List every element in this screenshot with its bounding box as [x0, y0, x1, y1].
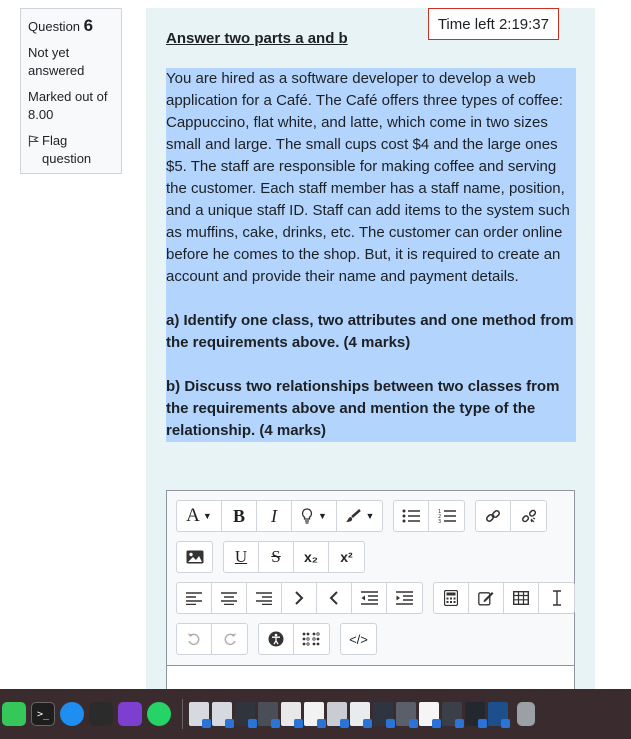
bullet-list-icon: [402, 509, 420, 523]
outdent-icon: [361, 591, 378, 605]
terminal-icon[interactable]: >_: [31, 702, 55, 726]
indent-button[interactable]: [387, 583, 422, 613]
dock-window-thumbnail[interactable]: [488, 702, 508, 726]
dock: [0, 689, 631, 739]
caret-down-icon: ▼: [365, 511, 375, 521]
italic-button[interactable]: I: [257, 501, 292, 531]
image-icon: [186, 550, 204, 564]
undo-icon: [187, 632, 201, 646]
svg-text:1: 1: [437, 509, 441, 515]
equation-editor-button[interactable]: [434, 583, 469, 613]
dock-window-thumbnail[interactable]: [258, 702, 278, 726]
rtl-button[interactable]: [317, 583, 352, 613]
question-title: Answer two parts a and b: [166, 30, 348, 47]
align-left-button[interactable]: [177, 583, 212, 613]
flag-question-label: Flag question: [42, 133, 92, 166]
edit-document-icon: [478, 590, 494, 606]
chevron-left-icon: [329, 591, 339, 605]
toolbar-row-2: [176, 541, 375, 573]
align-left-icon: [186, 592, 202, 605]
manage-files-button[interactable]: [469, 583, 504, 613]
redo-button[interactable]: [212, 624, 247, 654]
caret-down-icon: ▼: [318, 511, 327, 521]
whatsapp-icon[interactable]: [147, 702, 171, 726]
question-number: [28, 17, 114, 36]
unordered-list-button[interactable]: [394, 501, 429, 531]
activity-monitor-icon[interactable]: [89, 702, 113, 726]
toolbar-row-1: [176, 500, 557, 532]
app-icon-green[interactable]: [2, 702, 26, 726]
braille-icon: [302, 632, 322, 646]
chevron-right-icon: [294, 591, 304, 605]
insert-table-button[interactable]: [504, 583, 539, 613]
lightbulb-icon: [301, 508, 313, 524]
subscript-button[interactable]: x₂: [294, 542, 329, 572]
toolbar-row-3: [176, 582, 585, 614]
strikethrough-button[interactable]: S: [259, 542, 294, 572]
dock-window-thumbnail[interactable]: [235, 702, 255, 726]
dock-window-thumbnail[interactable]: [281, 702, 301, 726]
calculator-icon: [444, 590, 458, 606]
superscript-button[interactable]: x²: [340, 549, 353, 565]
outdent-button[interactable]: [352, 583, 387, 613]
indent-icon: [396, 591, 413, 605]
unlink-button[interactable]: [511, 501, 546, 531]
dock-window-thumbnail[interactable]: [419, 702, 439, 726]
svg-text:3: 3: [437, 519, 441, 524]
trash-icon[interactable]: [517, 702, 535, 726]
caret-down-icon: ▼: [202, 511, 212, 521]
dock-window-thumbnail[interactable]: [465, 702, 485, 726]
clear-formatting-button[interactable]: [539, 583, 574, 613]
screenreader-helper-button[interactable]: [294, 624, 329, 654]
html-source-button[interactable]: </>: [349, 631, 368, 647]
table-icon: [513, 591, 529, 605]
dock-window-thumbnail[interactable]: [304, 702, 324, 726]
background-color-button[interactable]: [337, 501, 382, 531]
question-part-a: a) Identify one class, two attributes and one method from the requirements above. (4 marks): [166, 312, 574, 351]
align-center-button[interactable]: [212, 583, 247, 613]
question-info-panel: [20, 8, 122, 174]
question-part-b: b) Discuss two relationships between two classes from the requirements above and mention the type of the relationship. (4 marks): [166, 378, 560, 439]
toolbar-row-4: [176, 623, 387, 655]
ordered-list-button[interactable]: [429, 501, 464, 531]
insert-image-button[interactable]: [177, 542, 212, 572]
accessibility-icon: [268, 631, 284, 647]
dock-window-thumbnail[interactable]: [350, 702, 370, 726]
paintbrush-icon: [345, 509, 361, 523]
dock-window-thumbnail[interactable]: [189, 702, 209, 726]
numbered-list-icon: [438, 508, 456, 524]
align-center-icon: [221, 592, 237, 605]
question-body: You are hired as a software developer to develop a web application for a Café. The Café offers three types of coffee: Cappuccino, flat white, and latte, which come in two sizes small and large. The small cups cost $4 and the large ones $5. The staff are responsible for making coffee and serving the customer. Each staff member has a staff name, position, and a unique staff ID. Staff can add items to the system such as muffins, cake, drinks, etc. The customer can order online before he comes to the shop. But, it is required to create an account and provide their name and payment details.: [166, 70, 570, 285]
dock-window-thumbnail[interactable]: [373, 702, 393, 726]
dock-window-thumbnail[interactable]: [212, 702, 232, 726]
question-label: Question: [28, 19, 81, 34]
accessibility-checker-button[interactable]: [259, 624, 294, 654]
font-style-button[interactable]: A ▼: [177, 501, 222, 531]
ltr-button[interactable]: [282, 583, 317, 613]
flag-question-link[interactable]: [28, 132, 114, 168]
question-number-value: 6: [83, 16, 94, 35]
svg-text:2: 2: [437, 514, 441, 520]
dock-window-thumbnail[interactable]: [396, 702, 416, 726]
question-marks: Marked out of 8.00: [28, 89, 108, 122]
question-content: [146, 8, 595, 698]
link-icon: [485, 508, 501, 524]
dock-window-thumbnail[interactable]: [442, 702, 462, 726]
dock-window-thumbnail[interactable]: [327, 702, 347, 726]
align-right-icon: [256, 592, 272, 605]
bold-button[interactable]: B: [222, 501, 257, 531]
question-state: Not yet answered: [28, 45, 85, 78]
answer-editor: [166, 490, 575, 700]
align-right-button[interactable]: [247, 583, 282, 613]
undo-button[interactable]: [177, 624, 212, 654]
question-text: [166, 28, 576, 442]
redo-icon: [223, 632, 237, 646]
text-color-button[interactable]: [292, 501, 337, 531]
underline-button[interactable]: U: [224, 542, 259, 572]
dock-separator: [182, 699, 183, 729]
visual-studio-icon[interactable]: [118, 702, 142, 726]
text-cursor-icon: [552, 590, 562, 606]
unlink-icon: [521, 508, 537, 524]
browser-icon[interactable]: [60, 702, 84, 726]
link-button[interactable]: [476, 501, 511, 531]
quiz-timer: Time left 2:19:37: [428, 8, 559, 40]
flag-icon: [28, 135, 39, 147]
